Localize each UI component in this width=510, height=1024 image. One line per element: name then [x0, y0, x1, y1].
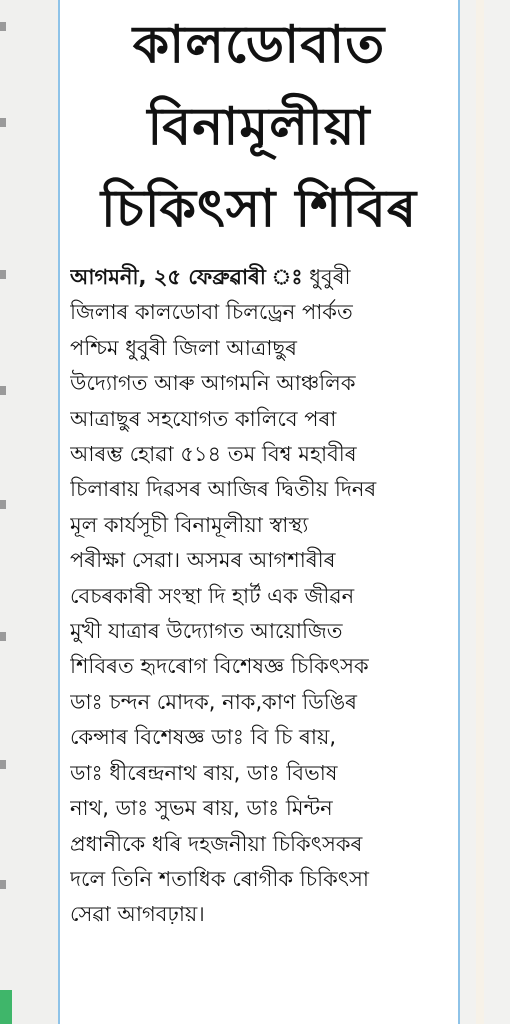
margin-tick	[0, 270, 6, 279]
headline-line-2: বিনামূলীয়া	[147, 96, 371, 157]
body-line-text: ধুবুৰী	[309, 265, 351, 289]
body-line: উদ্যোগত আৰু আগমনি আঞ্চলিক	[70, 371, 356, 396]
body-line: দলে তিনি শতাধিক ৰোগীক চিকিৎসা	[70, 866, 369, 891]
margin-tick	[0, 880, 6, 889]
dateline: আগমনী, ২৫ ফেব্ৰুৱাৰী ঃ	[70, 265, 303, 289]
body-line: কেন্সাৰ বিশেষজ্ঞ ডাঃ বি চি ৰায়,	[70, 725, 337, 750]
margin-tick	[0, 22, 6, 31]
article-column	[58, 0, 460, 1024]
body-line: পৰীক্ষা সেৱা। অসমৰ আগশাৰীৰ	[70, 548, 336, 573]
margin-tick	[0, 632, 6, 641]
body-line: পশ্চিম ধুবুৰী জিলা আত্ৰাছুৰ	[70, 335, 297, 360]
body-line: মূল কাৰ্যসূচী বিনামূলীয়া স্বাস্থ্য	[70, 512, 309, 537]
body-line: ডাঃ চন্দন মোদক, নাক,কাণ ডিঙিৰ	[70, 689, 357, 714]
headline-line-1: কালডোবাত	[132, 14, 386, 75]
margin-tick	[0, 500, 6, 509]
body-line: জিলাৰ কালডোবা চিলড্ৰেন পাৰ্কত	[70, 300, 353, 325]
body-line: আত্ৰাছুৰ সহযোগত কালিবে পৰা	[70, 406, 337, 431]
right-margin-strip	[476, 0, 484, 1024]
body-line: শিবিৰত হৃদৰোগ বিশেষজ্ঞ চিকিৎসক	[70, 654, 369, 679]
right-margin	[460, 0, 510, 1024]
left-margin	[0, 0, 58, 1024]
body-line: বেচৰকাৰী সংস্থা দি হাৰ্ট এক জীৱন	[70, 583, 355, 608]
body-line: সেৱা আগবঢ়ায়।	[70, 902, 205, 927]
body-line	[70, 260, 448, 295]
body-line: আৰম্ভ হোৱা ৫১৪ তম বিশ্ব মহাবীৰ	[70, 442, 357, 467]
headline	[60, 0, 458, 250]
headline-line-3: চিকিৎসা শিবিৰ	[100, 178, 418, 239]
body-line: নাথ, ডাঃ সুভম ৰায়, ডাঃ মিন্টন	[70, 796, 333, 821]
body-line: ডাঃ ধীৰেন্দ্ৰনাথ ৰায়, ডাঃ বিভাষ	[70, 760, 338, 785]
margin-green-mark	[0, 990, 12, 1024]
body-line: মুখী যাত্ৰাৰ উদ্যোগত আয়োজিত	[70, 619, 343, 644]
margin-tick	[0, 386, 6, 395]
body-line: চিলাৰায় দিৱসৰ আজিৰ দ্বিতীয় দিনৰ	[70, 477, 377, 502]
margin-tick	[0, 118, 6, 127]
margin-tick	[0, 760, 6, 769]
article-body	[70, 260, 448, 933]
body-line: প্ৰধানীকে ধৰি দহজনীয়া চিকিৎসকৰ	[70, 831, 363, 856]
